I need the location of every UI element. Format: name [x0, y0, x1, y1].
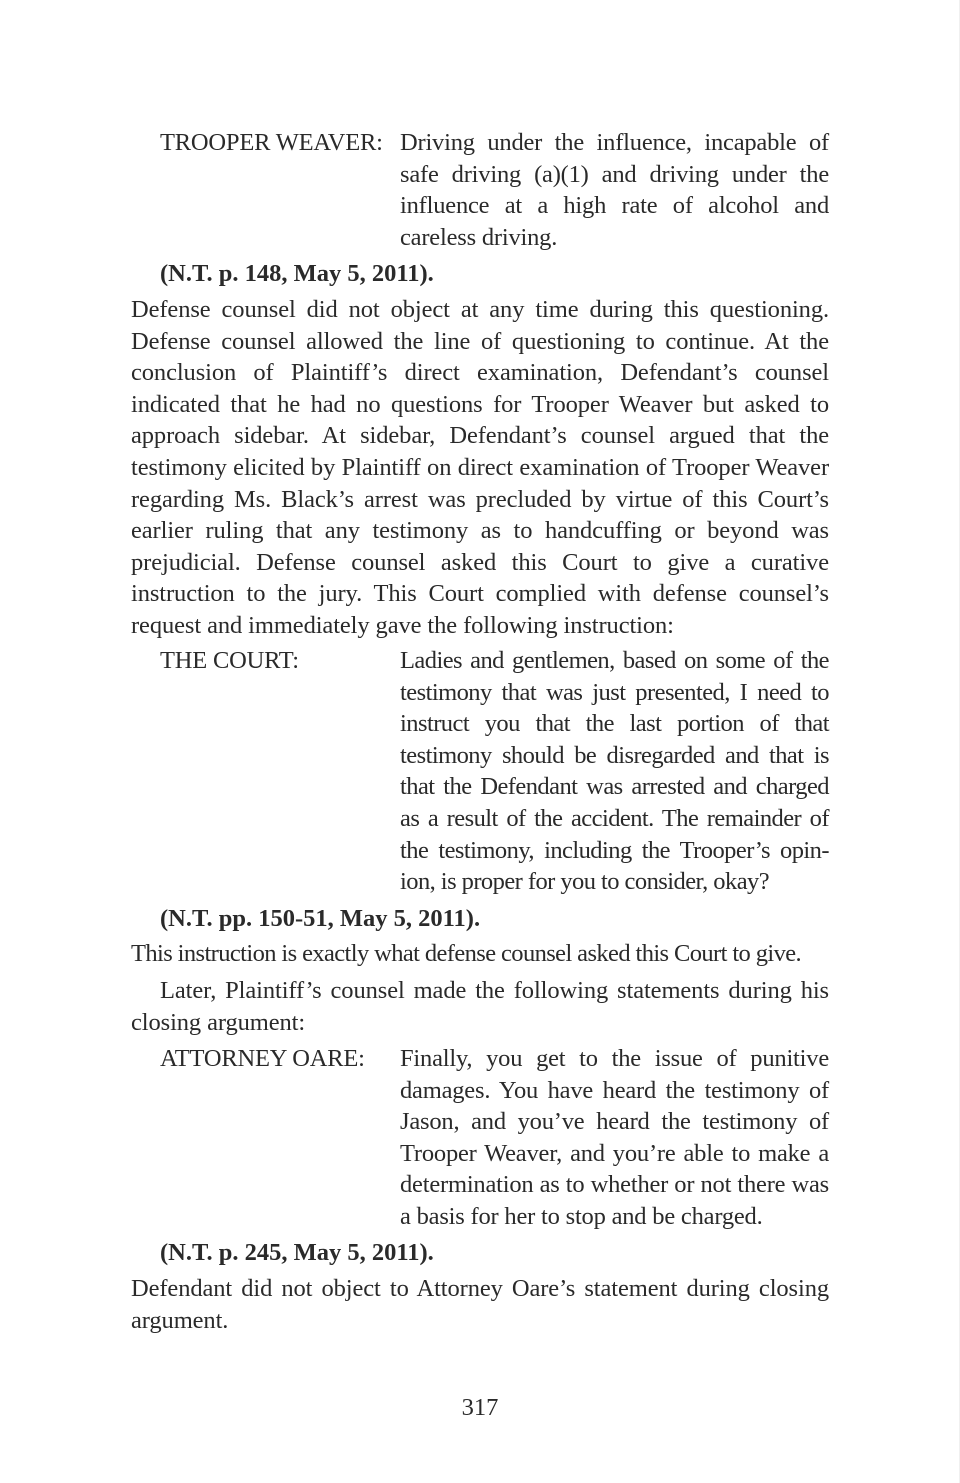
- paragraph-no-objection: Defendant did not object to Attorney Oare’s statement during closing argument.: [131, 1275, 829, 1334]
- page-number: 317: [461, 1394, 499, 1421]
- citation-nt-245: (N.T. p. 245, May 5, 2011).: [160, 1239, 434, 1266]
- paragraph-defense-counsel: Defense counsel did not object at any time during this questioning. Defense counsel allowed the line of questioning to continue. At the conclusion of Plaintiff’s direct examination, Defendant’s counsel indicated that he had no questions for Trooper Weaver but asked to approach sidebar. At sidebar, Defendant’s counsel argued that the testimony elicited by Plaintiff on direct examination of Trooper Weaver regarding Ms. Black’s arrest was precluded by virtue of this Court’s earlier ruling that any testimony as to handcuffing or beyond was prejudicial. Defense counsel asked this Court to give a curative instruction to the jury. This Court complied with defense counsel’s request and immediately gave the following instruction:: [131, 296, 829, 639]
- citation-nt-150-51: (N.T. pp. 150-51, May 5, 2011).: [160, 905, 481, 932]
- quote-trooper-weaver: Driving under the influence, incapable of safe driving (a)(1) and driving under the influence at a high rate of alcohol and careless driving.: [400, 129, 829, 251]
- speaker-attorney-oare: ATTORNEY OARE:: [160, 1045, 365, 1072]
- speaker-the-court: THE COURT:: [160, 647, 299, 674]
- citation-nt-148: (N.T. p. 148, May 5, 2011).: [160, 260, 434, 287]
- paragraph-instruction: This instruction is exactly what defense counsel asked this Court to give.: [131, 940, 802, 967]
- speaker-trooper-weaver: TROOPER WEAVER:: [160, 129, 383, 156]
- quote-the-court: Ladies and gentlemen, based on some of the testimony that was just presented, I need to instruct you that the last portion of that testimony should be disregarded and that is that the Defendant was arrested and charged as a result of the accident. The remainder of the testimony, including the Trooper’s opin-ion, is proper for you to consider, okay?: [400, 647, 829, 896]
- quote-attorney-oare: Finally, you get to the issue of punitive damages. You have heard the testimony of Jason, and you’ve heard the testimony of Trooper Weaver, and you’re able to make a determination as to whether or not there was a basis for her to stop and be charged.: [400, 1045, 829, 1230]
- paragraph-closing-intro: Later, Plaintiff’s counsel made the following statements during his closing argument:: [131, 977, 829, 1036]
